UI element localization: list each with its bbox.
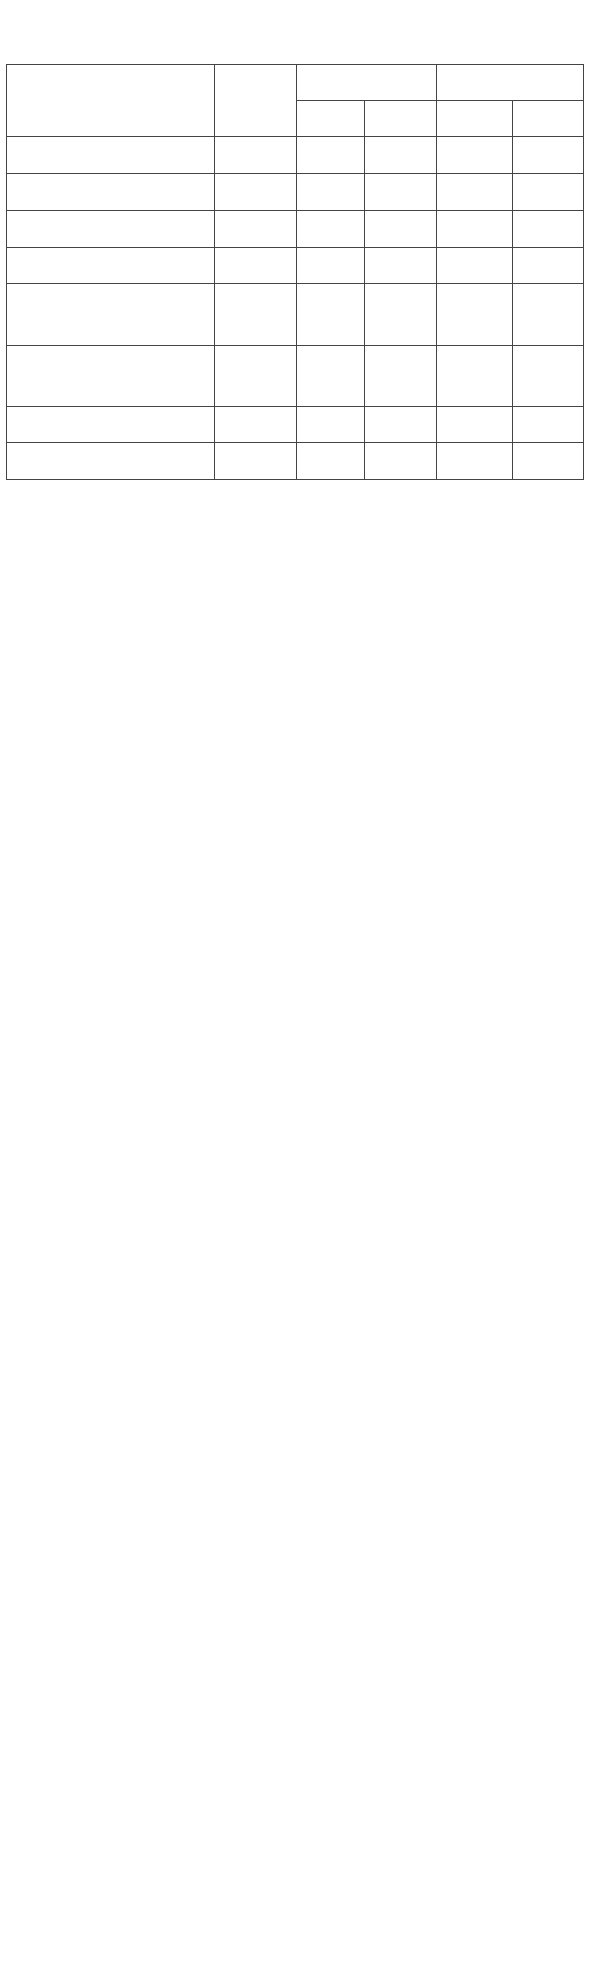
cumulative-absolute-cell <box>436 248 512 284</box>
cumulative-growth-cell <box>512 174 583 211</box>
header-unit <box>214 65 296 137</box>
month-growth-cell <box>365 248 436 284</box>
header-growth-month <box>365 101 436 137</box>
cumulative-growth-cell <box>512 248 583 284</box>
header-indicator <box>7 65 215 137</box>
cumulative-growth-cell <box>512 211 583 248</box>
cumulative-growth-cell <box>512 137 583 174</box>
table-body <box>7 137 584 480</box>
month-absolute-cell <box>296 346 365 407</box>
cumulative-absolute-cell <box>436 137 512 174</box>
row-name <box>7 407 215 443</box>
row-name <box>7 346 215 407</box>
month-growth-cell <box>365 407 436 443</box>
table-row <box>7 248 584 284</box>
cumulative-growth-cell <box>512 284 583 346</box>
row-unit <box>214 284 296 346</box>
table-row <box>7 211 584 248</box>
header-cumulative <box>436 65 583 101</box>
header-month <box>296 65 436 101</box>
row-unit <box>214 346 296 407</box>
table-row <box>7 346 584 407</box>
cumulative-absolute-cell <box>436 346 512 407</box>
month-absolute-cell <box>296 211 365 248</box>
table-row <box>7 284 584 346</box>
month-growth-cell <box>365 346 436 407</box>
month-growth-cell <box>365 284 436 346</box>
row-unit <box>214 443 296 480</box>
cumulative-growth-cell <box>512 407 583 443</box>
month-absolute-cell <box>296 407 365 443</box>
header-absolute-cumulative <box>436 101 512 137</box>
row-unit <box>214 407 296 443</box>
row-unit <box>214 174 296 211</box>
cumulative-absolute-cell <box>436 174 512 211</box>
month-growth-cell <box>365 443 436 480</box>
month-absolute-cell <box>296 137 365 174</box>
month-absolute-cell <box>296 248 365 284</box>
cumulative-absolute-cell <box>436 407 512 443</box>
table-row <box>7 174 584 211</box>
month-growth-cell <box>365 211 436 248</box>
row-unit <box>214 137 296 174</box>
row-unit <box>214 211 296 248</box>
row-unit <box>214 248 296 284</box>
table-row <box>7 407 584 443</box>
month-absolute-cell <box>296 443 365 480</box>
header-growth-cumulative <box>512 101 583 137</box>
row-name <box>7 211 215 248</box>
statistics-table <box>6 64 584 480</box>
row-name <box>7 174 215 211</box>
cumulative-growth-cell <box>512 346 583 407</box>
month-absolute-cell <box>296 284 365 346</box>
month-absolute-cell <box>296 174 365 211</box>
cumulative-absolute-cell <box>436 211 512 248</box>
table-row <box>7 443 584 480</box>
row-name <box>7 137 215 174</box>
cumulative-growth-cell <box>512 443 583 480</box>
header-absolute-month <box>296 101 365 137</box>
table-row <box>7 137 584 174</box>
row-name <box>7 284 215 346</box>
month-growth-cell <box>365 174 436 211</box>
row-name <box>7 248 215 284</box>
row-name <box>7 443 215 480</box>
cumulative-absolute-cell <box>436 284 512 346</box>
cumulative-absolute-cell <box>436 443 512 480</box>
month-growth-cell <box>365 137 436 174</box>
